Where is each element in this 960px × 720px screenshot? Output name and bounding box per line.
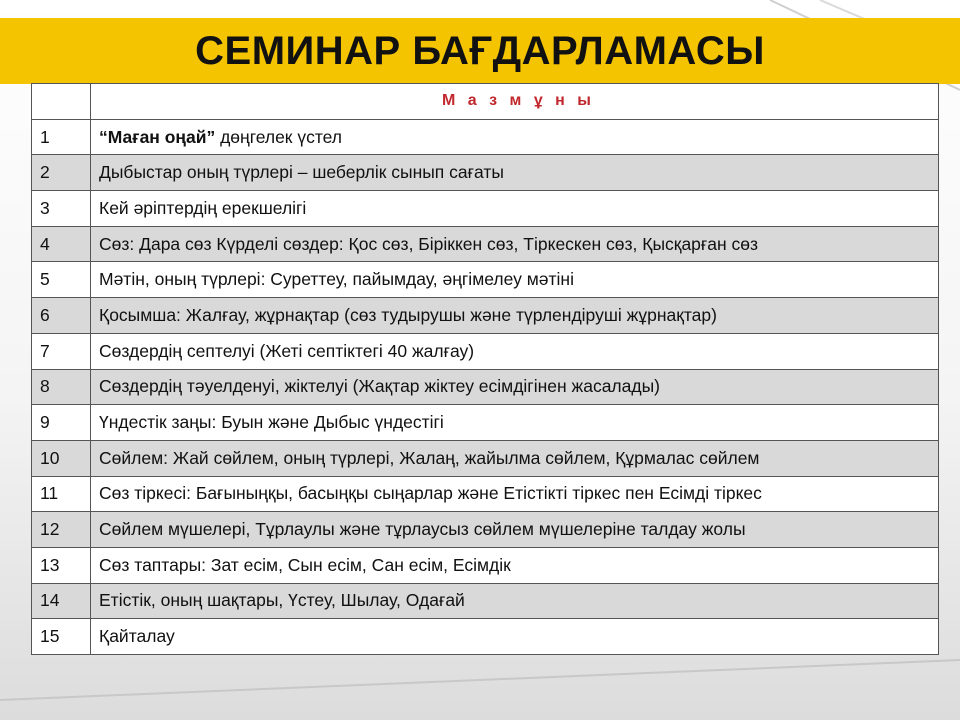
row-content — [91, 619, 939, 655]
row-number: 2 — [32, 155, 91, 191]
row-content-text: Дыбыстар оның түрлері – шеберлік сынып сағаты — [99, 162, 504, 183]
row-content-text: Сөз тіркесі: Бағыныңқы, басыңқы сыңарлар және Етістікті тіркес пен Есімді тіркес — [99, 483, 762, 504]
row-number: 4 — [32, 226, 91, 262]
row-content — [91, 155, 939, 191]
row-number: 11 — [32, 476, 91, 512]
row-content-text: Сөздердің тәуелденуі, жіктелуі (Жақтар жіктеу есімдігінен жасалады) — [99, 376, 660, 397]
row-number: 10 — [32, 440, 91, 476]
row-content — [91, 191, 939, 227]
row-number: 5 — [32, 262, 91, 298]
table-row — [32, 547, 939, 583]
row-number: 9 — [32, 405, 91, 441]
row-content — [91, 119, 939, 155]
row-number: 13 — [32, 547, 91, 583]
row-content — [91, 583, 939, 619]
row-content-text: Сөз: Дара сөз Күрделі сөздер: Қос сөз, Біріккен сөз, Тіркескен сөз, Қысқарған сөз — [99, 233, 759, 254]
header-content-cell: М а з м ұ н ы — [91, 84, 939, 120]
row-content-text: Сөз таптары: Зат есім, Сын есім, Сан есім, Есімдік — [99, 554, 511, 575]
table-row — [32, 155, 939, 191]
row-content-text: Етістік, оның шақтары, Үстеу, Шылау, Одағай — [99, 590, 465, 611]
table-row — [32, 405, 939, 441]
row-content — [91, 333, 939, 369]
row-content — [91, 512, 939, 548]
slide-title: СЕМИНАР БАҒДАРЛАМАСЫ — [195, 29, 765, 73]
row-content — [91, 405, 939, 441]
table-row — [32, 333, 939, 369]
row-content-text: Қайталау — [99, 626, 175, 647]
table-body — [32, 119, 939, 654]
row-content — [91, 440, 939, 476]
table-row — [32, 191, 939, 227]
table-row — [32, 298, 939, 334]
table-row — [32, 619, 939, 655]
row-content-bold: “Маған оңай” — [99, 126, 216, 147]
table-row — [32, 583, 939, 619]
row-number: 14 — [32, 583, 91, 619]
row-number: 12 — [32, 512, 91, 548]
row-content-text: Үндестік заңы: Буын және Дыбыс үндестігі — [99, 412, 444, 433]
row-number: 8 — [32, 369, 91, 405]
row-content — [91, 262, 939, 298]
row-content-text: Қосымша: Жалғау, жұрнақтар (сөз тудырушы және түрлендіруші жұрнақтар) — [99, 304, 717, 325]
table-header-row — [32, 84, 939, 120]
row-number: 6 — [32, 298, 91, 334]
table-row — [32, 512, 939, 548]
table-row — [32, 476, 939, 512]
row-content-text: Сөйлем мүшелері, Тұрлаулы және тұрлаусыз сөйлем мүшелеріне талдау жолы — [99, 519, 746, 540]
table-row — [32, 262, 939, 298]
row-content — [91, 369, 939, 405]
row-number: 7 — [32, 333, 91, 369]
row-content-text: Сөйлем: Жай сөйлем, оның түрлері, Жалаң, жайылма сөйлем, Құрмалас сөйлем — [99, 447, 760, 468]
row-content-text: Мәтін, оның түрлері: Суреттеу, пайымдау, әңгімелеу мәтіні — [99, 269, 574, 290]
row-content-text: дөңгелек үстел — [215, 126, 342, 147]
header-number-cell — [32, 84, 91, 120]
row-number: 1 — [32, 119, 91, 155]
row-number: 3 — [32, 191, 91, 227]
row-number: 15 — [32, 619, 91, 655]
table-row — [32, 369, 939, 405]
row-content-text: Сөздердің септелуі (Жеті септіктегі 40 жалғау) — [99, 340, 475, 361]
table-row — [32, 226, 939, 262]
row-content — [91, 298, 939, 334]
table-row — [32, 119, 939, 155]
row-content — [91, 226, 939, 262]
row-content — [91, 476, 939, 512]
row-content-text: Кей әріптердің ерекшелігі — [99, 197, 307, 218]
seminar-program-table — [31, 83, 939, 655]
row-content — [91, 547, 939, 583]
table-row — [32, 440, 939, 476]
